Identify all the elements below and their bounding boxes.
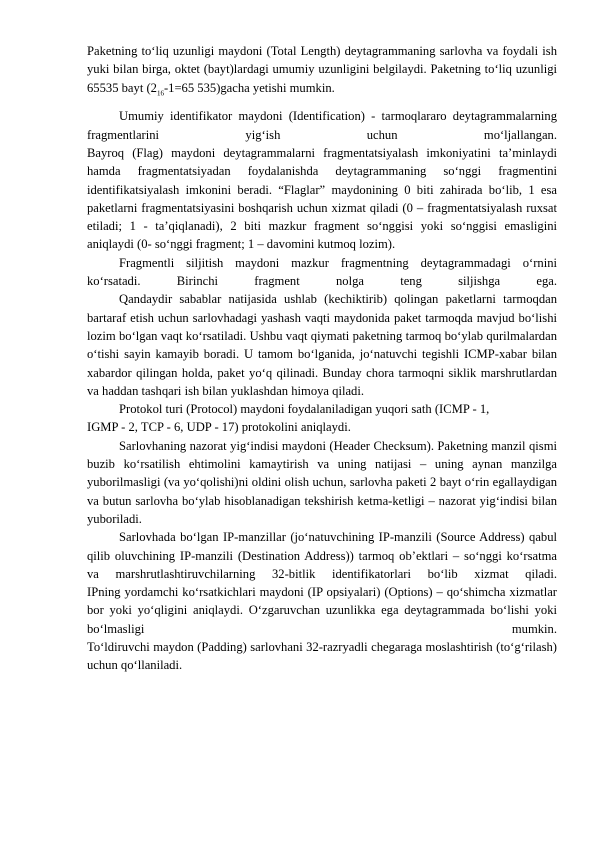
paragraph-header-checksum: Sarlovhaning nazorat yig‘indisi maydoni (Header Checksum). Paketning manzil qismi buzib ko‘rsatilish ehtimolini kamaytirish va uning natijasi – uning aynan manzilga yuborilmasligi (va yo‘qolishi)ni oldini olish uchun, sarlovha paketi 2 bayt o‘rin egallaydigan va butun sarlovha bo‘ylab hisoblanadigan tekshirish ketma-ketligi – nazorat yig‘indisi bilan yuboriladi. <box>87 438 557 526</box>
paragraph-time-to-live: Qandaydir sabablar natijasida ushlab (kechiktirib) qolingan paketlarni tarmoqdan bartaraf etish uchun sarlovhadagi yashash vaqti maydonida paket tarmoqda mavjud bo‘lishi lozim bo‘lgan vaqt ko‘rsatiladi. Ushbu vaqt qiymati paketning tarmoq bo‘ylab qurilmalardan o‘tishi sayin kamayib boradi. U tamom bo‘lganida, jo‘natuvchi tegishli ICMP-xabar bilan xabardor qilingan holda, paket yo‘q qilinadi. Bunday chora tarmoqni siklik marshrutlardan va haddan tashqari ish bilan yuklashdan himoya qiladi. <box>87 292 557 398</box>
paragraph-fragment-offset: Fragmentli siljitish maydoni mazkur fragmentning deytagrammadagi o‘rnini ko‘rsatadi. Birinchi fragment nolga teng siljishga ega. <box>87 255 557 289</box>
paragraph-ip-addresses: Sarlovhada bo‘lgan IP-manzillar (jo‘natuvchining IP-manzili (Source Address) qabul qilib oluvchining IP-manzili (Destination Address)) tarmoq ob’ektlari – so‘nggi ko‘rsatma va marshrutlashtiruvchilarning 32-bitlik identifikatorlari bo‘lib xizmat qiladi. <box>87 530 557 581</box>
paragraph-flags: Bayroq (Flag) maydoni deytagrammalarni fragmentatsiyalash imkoniyatini ta’minlaydi hamda fragmentatsiyadan foydalanishda deytagrammaning so‘nggi fragmentini identifikatsiyalash imkonini beradi. “Flaglar” maydonining 0 biti zahirada bo‘lib, 1 esa paketlarni fragmentatsiyasini boshqarish uchun xizmat qiladi (0 – fragmentatsiyalash ruxsat etiladi; 1 - ta’qiqlanadi), 2 biti mazkur fragment so‘nggisi yoki so‘nggisi emasligini aniqlaydi (0- so‘nggi fragment; 1 – davomini kutmoq lozim). <box>87 146 557 252</box>
paragraph-padding: To‘ldiruvchi maydon (Padding) sarlovhani 32-razryadli chegaraga moslashtirish (to‘g‘rilash) uchun qo‘llaniladi. <box>87 640 557 673</box>
paragraph-text: Paketning to‘liq uzunligi maydoni (Total Length) deytagrammaning sarlovha va foydali ish yuki bilan birga, oktet (bayt)lardagi umumiy uzunligini belgilaydi. Paketning to‘liq uzunligi 65535 bayt (2 <box>87 44 557 95</box>
paragraph-text: -1=65 535)gacha yetishi mumkin. <box>163 80 335 95</box>
paragraph-protocol-line2: IGMP - 2, TCP - 6, UDP - 17) protokolini aniqlaydi. <box>87 420 351 435</box>
document-body <box>87 42 557 675</box>
paragraph-options: IPning yordamchi ko‘rsatkichlari maydoni (IP opsiyalari) (Options) – qo‘shimcha xizmatlar bor yoki yo‘qligini aniqlaydi. O‘zgaruvchan uzunlikka ega deytagrammada bo‘lishi yoki bo‘lmasligi mumkin. <box>87 585 557 636</box>
paragraph-total-length <box>87 42 557 102</box>
paragraph-protocol-line1: Protokol turi (Protocol) maydoni foydalaniladigan yuqori sath (ICMP - 1, <box>119 402 490 417</box>
paragraph-identification: Umumiy identifikator maydoni (Identification) - tarmoqlararo deytagrammalarning fragmentlarini yig‘ish uchun mo‘ljallangan. <box>87 109 557 142</box>
superscript-exponent: 16 <box>156 89 164 98</box>
